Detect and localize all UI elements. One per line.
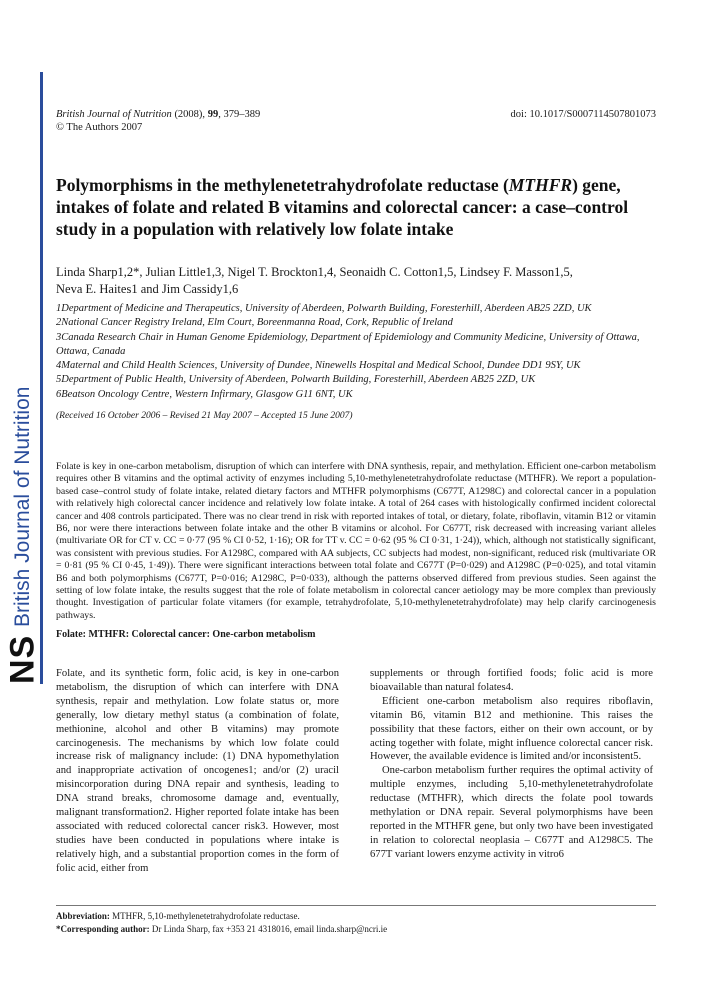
- corresponding-author-footnote: *Corresponding author: Dr Linda Sharp, fax +353 21 4318016, email linda.sharp@ncri.ie: [56, 924, 388, 934]
- affiliation-6: 6Beatson Oncology Centre, Western Infirmary, Glasgow G11 6NT, UK: [56, 388, 353, 400]
- side-journal-name: British Journal of Nutrition: [11, 386, 34, 627]
- journal-header: [56, 108, 656, 134]
- affiliation-3: 3Canada Research Chair in Human Genome Epidemiology, Department of Epidemiology and Community Medicine, University of Ottawa, Ottawa, Canada: [56, 331, 640, 357]
- author-list: [56, 264, 656, 298]
- affiliation-5: 5Department of Public Health, University of Aberdeen, Polwarth Building, Foresterhill, Aberdeen AB25 2ZD, UK: [56, 374, 536, 386]
- affiliations: [56, 302, 656, 402]
- paragraph: supplements or through fortified foods; folic acid is more bioavailable than natural folates4.: [370, 668, 653, 693]
- paragraph: Folate, and its synthetic form, folic acid, is key in one-carbon metabolism, the disruption of which can interfere with DNA synthesis, repair and methylation. Low folate status or, more generally, low dietary methyl status (a combination of folate, methionine, alcohol and other B vitamins) may promote carcinogenesis. The mechanisms by which low folate could increase risk of malignancy include: (1) DNA hypomethylation and inappropriate activation of oncogenes1; and/or (2) uracil misincorporation during DNA repair and synthesis, leading to DNA strand breaks, chromosome damage and, eventually, malignant transformation2. Higher reported folate intake has been associated with reduced colorectal cancer risk3. However, most studies have been conducted in populations where intake is relatively high, and a substantial proportion comes in the form of folic acid, either from: [56, 668, 339, 874]
- author-line-1: Linda Sharp1,2*, Julian Little1,3, Nigel T. Brockton1,4, Seonaidh C. Cotton1,5, Lindsey F. Masson1,5,: [56, 265, 573, 279]
- affiliation-2: 2National Cancer Registry Ireland, Elm Court, Boreenmanna Road, Cork, Republic of Ireland: [56, 317, 453, 329]
- citation-line: British Journal of Nutrition (2008), 99, 379–389: [56, 109, 261, 120]
- keywords: Folate: MTHFR: Colorectal cancer: One-carbon metabolism: [56, 629, 316, 640]
- paragraph: Efficient one-carbon metabolism also requires riboflavin, vitamin B6, vitamin B12 and methionine. This raises the possibility that these factors, either on their own account, or by acting together with folate, might influence colorectal cancer risk. However, the available evidence is limited and/or inconsistent5.: [370, 695, 653, 763]
- affiliation-1: 1Department of Medicine and Therapeutics, University of Aberdeen, Polwarth Building, Foresterhill, Aberdeen AB25 2ZD, UK: [56, 303, 592, 314]
- affiliation-4: 4Maternal and Child Health Sciences, University of Dundee, Ninewells Hospital and Medical School, Dundee DD1 9SY, UK: [56, 360, 581, 372]
- footnotes: [56, 910, 656, 936]
- copyright-line: © The Authors 2007: [56, 122, 143, 133]
- footnote-divider: [56, 905, 656, 906]
- journal-side-branding: [0, 386, 46, 684]
- abbreviation-footnote: Abbreviation: MTHFR, 5,10-methylenetetrahydrofolate reductase.: [56, 911, 300, 921]
- body-column-right: [370, 667, 653, 862]
- author-line-2: Neva E. Haites1 and Jim Cassidy1,6: [56, 282, 239, 296]
- abstract: Folate is key in one-carbon metabolism, disruption of which can interfere with DNA synthesis, repair, and methylation. Efficient one-carbon metabolism requires other B vitamins and the optimal activity of enzymes including 5,10-methylenetetrahydrofolate reductase (MTHFR). We report a population-based case–control study of folate intake, related dietary factors and MTHFR polymorphisms (C677T, A1298C) and colorectal cancer in a population with relatively high colorectal cancer incidence and relatively low folate intake. A total of 264 cases with histologically confirmed incident colorectal cancer and 408 controls participated. There was no clear trend in risk with reported intakes of total, or dietary, folate, riboflavin, vitamin B12 or vitamin B6, nor were there interactions between folate intake and the other B vitamins or alcohol. For C677T, risk decreased with increasing variant alleles (multivariate OR for CT v. CC = 0·77 (95 % CI 0·52, 1·16); OR for TT v. CC = 0·62 (95 % CI 0·31, 1·24)), which, although not statistically significant, was consistent with previous studies. For A1298C, compared with AA subjects, CC subjects had modest, non-significant, reduced risk (multivariate OR = 0·81 (95 % CI 0·45, 1·49)). There were significant interactions between total folate and C677T (P=0·029) and A1298C (P=0·025), and total vitamin B6 and both polymorphisms (C677T, P=0·016; A1298C, P=0·033), although the patterns observed differed from previous studies. Seen against the setting of low folate intake, the results suggest that the role of folate metabolism in colorectal cancer aetiology may be more complex than previously thought. Investigation of particular folate vitamers (for example, tetrahydrofolate, 5,10-methylenetetrahydrofolate) may help clarify carcinogenesis pathways.: [56, 461, 656, 621]
- article-title: Polymorphisms in the methylenetetrahydrofolate reductase (MTHFR) gene, intakes of folate and related B vitamins and colorectal cancer: a case–control study in a population with relatively low folate intake: [56, 175, 629, 239]
- paragraph: One-carbon metabolism further requires the optimal activity of multiple enzymes, including 5,10-methylenetetrahydrofolate reductase (MTHFR), which directs the folate pool towards methylation or DNA repair. Several polymorphisms have been reported in the MTHFR gene, but only two have been investigated in relation to colorectal neoplasia – C677T and A1298C5. The 677T variant lowers enzyme activity in vitro6: [370, 765, 653, 860]
- body-column-left: [56, 667, 339, 876]
- ns-logo: NS: [3, 634, 42, 684]
- received-dates: (Received 16 October 2006 – Revised 21 May 2007 – Accepted 15 June 2007): [56, 411, 353, 421]
- doi-link[interactable]: doi: 10.1017/S0007114507801073: [510, 109, 656, 120]
